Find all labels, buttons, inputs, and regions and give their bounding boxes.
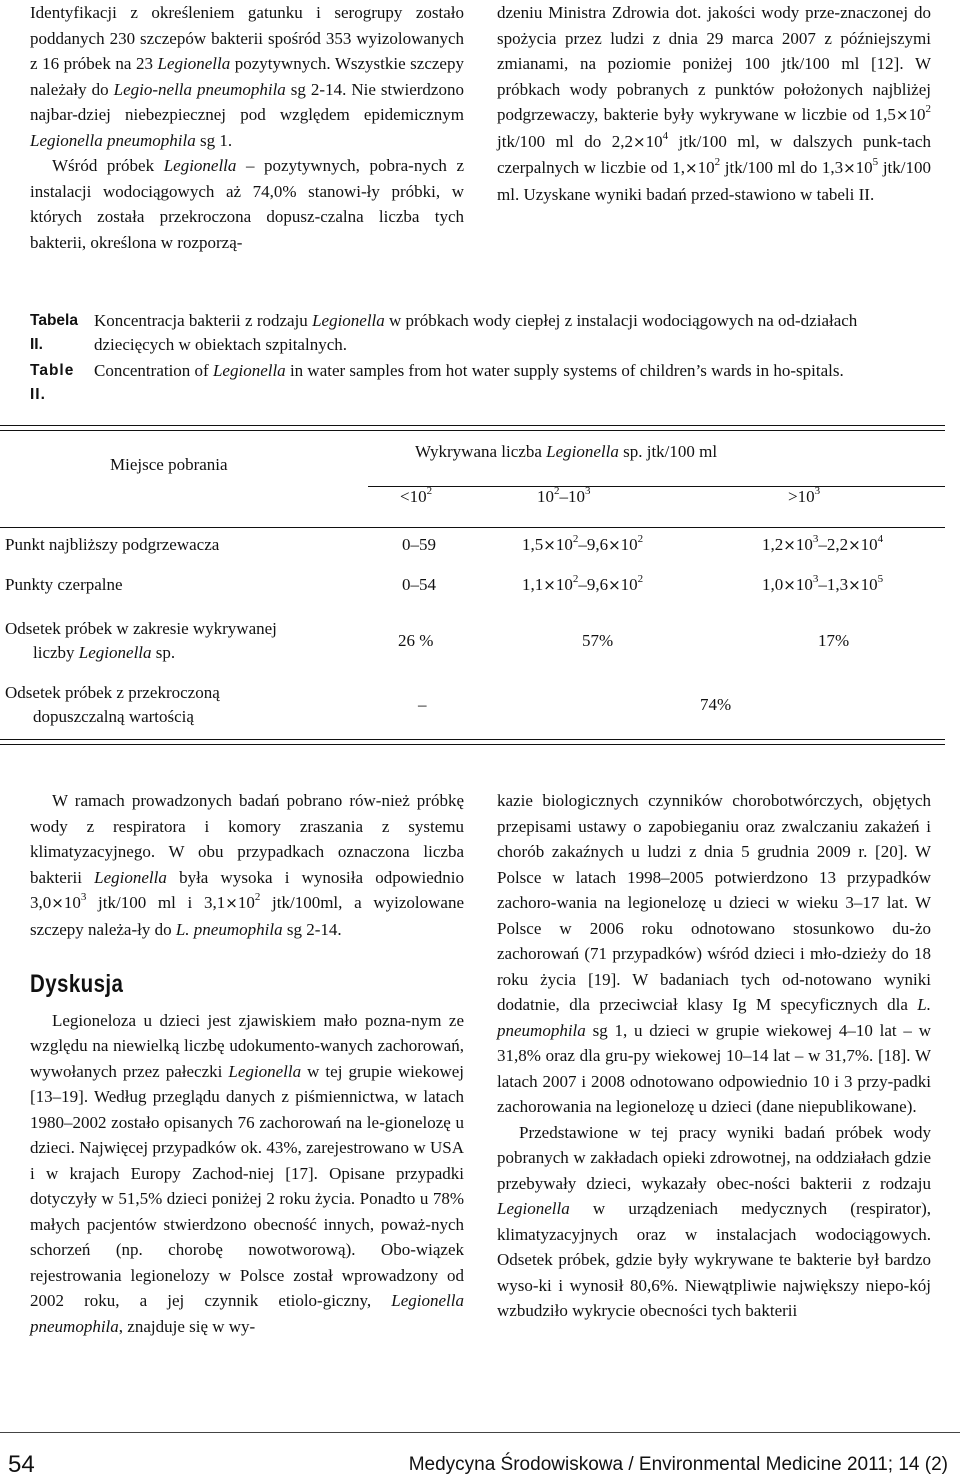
table-cell: 57% <box>582 631 614 650</box>
column-group-header: Wykrywana liczba Legionella sp. jtk/100 ml <box>415 442 718 461</box>
paragraph: Przedstawione w tej pracy wyniki badań próbek wody pobranych w zakładach opieki zdrowotnej, na oddziałach gdzie przebywały dzieci, wykazały obec-ności bakterii z rodzaju Legionella w urządzeniach medycznych (respirator), klimatyzacyjnych oraz w instalacjach wodociągowych. Odsetek próbek, gdzie były wykrywane te bakterie był bardzo wyso-ki i wynosił 80,6%. Niewątpliwie największy niepo-kój wzbudziło wykrycie obecności tych bakterii <box>497 1122 931 1320</box>
column-header-lt-100: $<10^2$ <box>400 485 433 506</box>
paragraph: Wśród próbek Legionella – pozytywnych, pobra-nych z instalacji wodociągowych aż 74,0% stanowi-ły próbki, w których została przekroczona dopusz-czalna liczba tych bakterii, określona w rozporzą- <box>30 156 464 252</box>
table-cell: $1,1\times 10^2-9,6\times 10^2$ <box>522 573 644 594</box>
table-cell: $1,2\times 10^3-2,2\times 10^4$ <box>762 533 884 554</box>
paragraph: dzeniu Ministra Zdrowia dot. jakości wody prze-znaczonej do spożycia przez ludzi z dnia 29 marca 2007 z późniejszymi zmianami, na poziomie poniżej 100 jtk/100 ml [12]. W próbkach wody pobranych z punktów położonych najbliżej podgrzewaczy, bakterie były wykrywane w liczbie od $1,5\times 10^2$ jtk/100 ml do $2,2\times 10^4$ jtk/100 ml, w dalszych punk-tach czerpalnych w liczbie od $1,\times 10^2$ jtk/100 ml do $1,3\times 10^5$ jtk/100 ml. Uzyskane wyniki badań przed-stawiono w tabeli II. <box>497 3 932 204</box>
journal-citation: Medycyna Środowiskowa / Environmental Medicine 2011; 14 (2) <box>408 1454 948 1475</box>
table-cell: 17% <box>818 631 850 650</box>
paragraph: kazie biologicznych czynników chorobotwórczych, objętych przepisami ustawy o zapobieganiu oraz zwalczaniu zakażeń i chorób zakaźnych u ludzi z dnia 5 grudnia 2009 r. [20]. W Polsce w latach 1998–2005 potwierdzono 13 przypadków zachoro-wania na legionelozę u dzieci w wieku 3–17 lat. W Polsce w 2006 roku odnotowano stosunkowo du-żo zachorowań (71 przypadków) wśród dzieci i mło-dzieży do 18 roku życia [19]. W badaniach tych od-notowano wyniki dodatnie, dla przeciwciał klasy Ig M specyficznych dla L. pneumophila sg 1, u dzieci w grupie wiekowej 4–10 lat – w 31,8% oraz dla gru-py wiekowej 10–14 lat – w 31,7%. [18]. W latach 2007 i 2008 odnotowano odpowiednio 10 i 3 przy-padki zachorowania na legionelozę u dzieci (dane niepublikowane). <box>497 791 931 1116</box>
caption-label: Table II. <box>30 362 75 403</box>
table-caption <box>30 309 935 409</box>
table-cell: 26 % <box>398 631 434 650</box>
table-rule-top <box>0 425 945 431</box>
table-rule-header <box>0 527 945 528</box>
table-row-label: Odsetek próbek w zakresie wykrywanej liczby Legionella sp. <box>5 619 277 662</box>
text-column-bottom-right <box>497 788 931 1324</box>
caption-polish: Tabela II. Koncentracja bakterii z rodzaju Legionella w próbkach wody ciepłej z instalacji wodociągowych na od-działach dziecięcych w obiektach szpitalnych. <box>30 309 935 357</box>
column-header-location: Miejsce pobrania <box>110 455 228 474</box>
table-row-label: Punkt najbliższy podgrzewacza <box>5 535 220 554</box>
caption-english: Table II. Concentration of Legionella in water samples from hot water supply systems of children’s wards in ho-spitals. <box>30 359 935 407</box>
page-footer <box>0 1432 960 1480</box>
table-row-label: Odsetek próbek z przekroczoną dopuszczalną wartością <box>5 683 220 726</box>
table-row-label: Punkty czerpalne <box>5 575 123 594</box>
footer-rule <box>0 1432 960 1433</box>
column-header-100-1000: $10^2-10^3$ <box>537 485 591 506</box>
text-column-top-left <box>30 0 464 255</box>
column-header-gt-1000: $>10^3$ <box>788 485 821 506</box>
table-cell: $1,5\times 10^2-9,6\times 10^2$ <box>522 533 644 554</box>
text-column-top-right <box>497 0 931 207</box>
paragraph: Identyfikacji z określeniem gatunku i serogrupy zostało poddanych 230 szczepów bakterii spośród 353 wyizolowanych z 16 próbek na 23 Legionella pozytywnych. Wszystkie szczepy należały do Legio-nella pneumophila sg 2-14. Nie stwierdzono najbar-dziej niebezpiecznej pod względem epidemicznym Legionella pneumophila sg 1. <box>30 3 464 150</box>
text-column-bottom-left <box>30 788 464 1339</box>
paragraph: W ramach prowadzonych badań pobrano rów-nież próbkę wody z respiratora i komory zraszania z systemu klimatyzacyjnego. W obu przypadkach oznaczona liczba bakterii Legionella była wysoka i wynosiła odpowiednio $3,0\times 10^3$ jtk/100 ml i $3,1\times 10^2$ jtk/100ml, a wyizolowane szczepy należa-ły do L. pneumophila sg 2-14. <box>30 791 464 939</box>
page-number: 54 <box>8 1451 35 1478</box>
section-heading: Dyskusja <box>30 970 124 998</box>
table-rule-group <box>368 486 945 487</box>
table-cell: – <box>418 695 427 714</box>
table-cell: $1,0\times 10^3-1,3\times 10^5$ <box>762 573 884 594</box>
table-cell: 0–59 <box>402 535 436 554</box>
table-cell: 74% <box>700 695 732 714</box>
table-rule-bottom <box>0 739 945 745</box>
table-cell: 0–54 <box>402 575 436 594</box>
paragraph: Legioneloza u dzieci jest zjawiskiem mało pozna-nym ze względu na niewielką liczbę udokumento-wanych zachorowań, wywołanych przez pałeczki Legionella w tej grupie wiekowej [13–19]. Według przeglądu danych z piśmiennictwa, w latach 1980–2002 zostało opisanych 76 zachorowań na le-gionelozę u dzieci. Najwięcej przypadków ok. 43%, zarejestrowano w USA i w krajach Europy Zachod-niej [17]. Opisane przypadki dotyczyły w 51,5% dzieci poniżej 2 roku życia. Ponadto u 78% małych pacjentów stwierdzono obecność innych, poważ-nych schorzeń (np. chorobę nowotworową). Obo-wiązek rejestrowania legionelozy w Polsce został wprowadzony od 2002 roku, a jej czynnik etiolo-giczny, Legionella pneumophila, znajduje się w wy- <box>30 1010 464 1336</box>
caption-label: Tabela II. <box>30 312 78 353</box>
